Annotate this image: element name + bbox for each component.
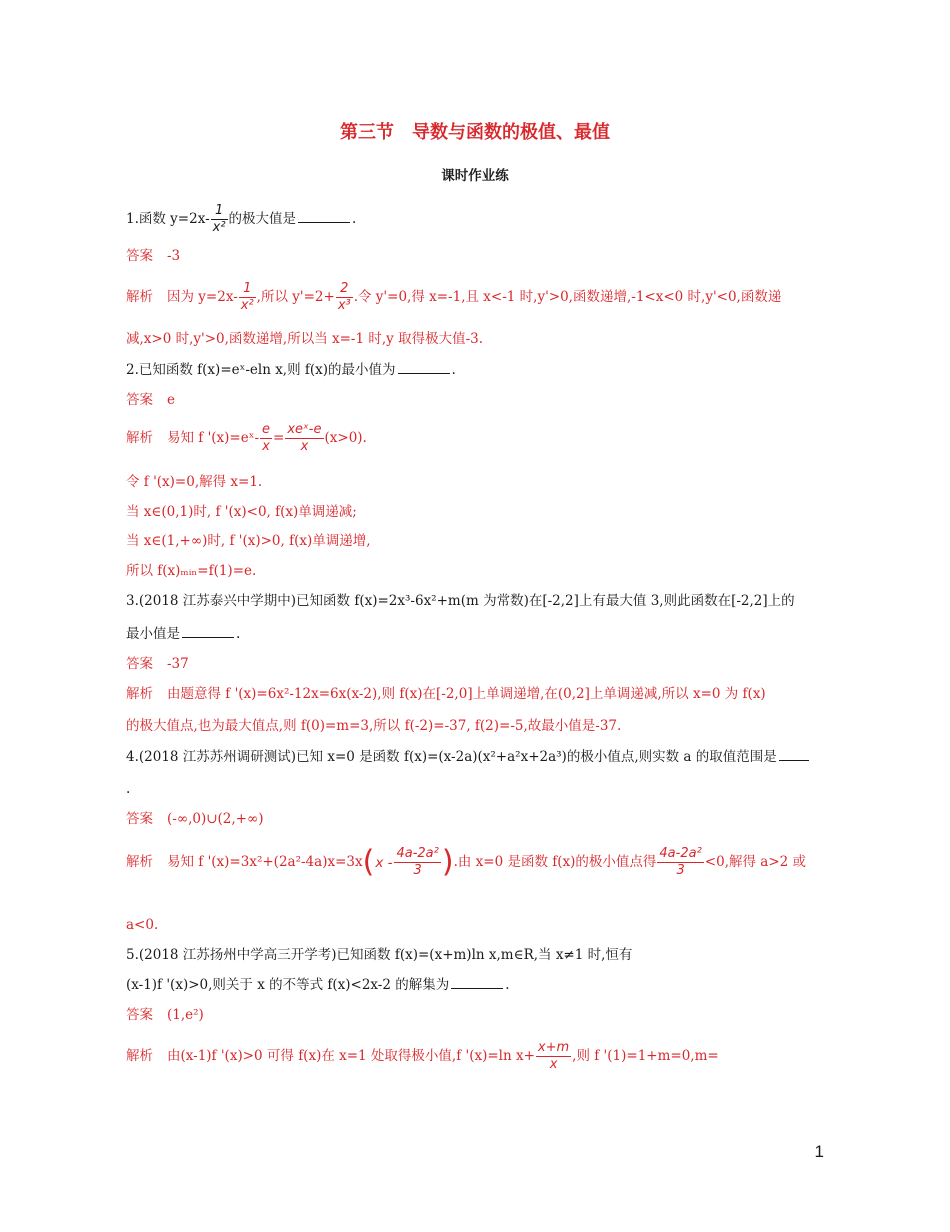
question-5-line-2: (x-1)f '(x)>0,则关于 x 的不等式 f(x)<2x-2 的解集为 . <box>126 977 510 993</box>
answer-blank <box>451 976 503 989</box>
solution-tag: 解析 <box>126 289 153 305</box>
answer-3: 答案 -37 <box>126 656 189 672</box>
fraction: $\frac{e}{x}$ <box>262 422 271 454</box>
fraction: $\frac{\text{4a-2a²}}{3}$ <box>659 846 702 878</box>
solution-4-line-1: 解析 易知 f '(x)=3x²+(2a²-4a)x=3x(x - $\frac{\text{4a-2a²}}{3}$ ).由 x=0 是函数 f(x)的极小值点得 $\frac{\text{4a-2a²}}{3}$ <0,解得 a>2 或 <box>126 844 807 880</box>
question-5-line-1: 5.(2018 江苏扬州中学高三开学考)已知函数 f(x)=(x+m)ln x,m∈R,当 x≠1 时,恒有 <box>126 947 633 963</box>
page-number: 1 <box>814 1142 824 1161</box>
solution-2-line-1: 解析 易知 f '(x)=eˣ- $\frac{e}{x}$ = $\frac{\text{xeˣ-e}}{x}$ (x>0). <box>126 422 367 454</box>
answer-4: 答案 (-∞,0)∪(2,+∞) <box>126 811 264 827</box>
answer-1 <box>126 247 180 265</box>
solution-3-line-1: 解析 由题意得 f '(x)=6x²-12x=6x(x-2),则 f(x)在[-2,0]上单调递增,在(0,2]上单调递减,所以 x=0 为 f(x) <box>126 686 766 702</box>
fraction: $\frac{x+m}{x}$ <box>537 1040 570 1072</box>
solution-2-line-5: 所以 f(x)ₘᵢₙ=f(1)=e. <box>126 563 257 579</box>
fraction: $\frac{1}{\text{x²}}$ <box>212 203 226 235</box>
solution-1-line-1: 解析 因为 y=2x- $\frac{1}{\text{x²}}$ ,所以 y'=2+ $\frac{2}{\text{x³}}$ .令 y'=0,得 x=-1,且 x<-1 时,y'>0,函数递增,-1<x<0 时,y'<0,函数递 <box>126 281 782 313</box>
answer-tag: 答案 <box>126 248 153 264</box>
solution-4-line-2: a<0. <box>126 917 159 933</box>
solution-5-line-1: 解析 由(x-1)f '(x)>0 可得 f(x)在 x=1 处取得极小值,f '(x)=ln x+ $\frac{x+m}{x}$ ,则 f '(1)=1+m=0,m= <box>126 1040 719 1072</box>
fraction: $\frac{\text{4a-2a²}}{3}$ <box>396 846 439 878</box>
question-1: 1.函数 y=2x- $\frac{1}{\text{x²}}$ 的极大值是 . <box>126 203 357 235</box>
question-3-line-1: 3.(2018 江苏泰兴中学期中)已知函数 f(x)=2x³-6x²+m(m 为常数)在[-2,2]上有最大值 3,则此函数在[-2,2]上的 <box>126 593 795 609</box>
question-3-line-2: 最小值是 . <box>126 626 241 642</box>
answer-2: 答案 e <box>126 392 175 408</box>
left-paren: ( <box>362 844 375 880</box>
section-subtitle: 课时作业练 <box>441 168 509 184</box>
solution-2-line-2: 令 f '(x)=0,解得 x=1. <box>126 474 263 490</box>
answer-blank <box>182 625 234 638</box>
fraction: $\frac{2}{\text{x³}}$ <box>337 281 351 313</box>
question-4-line-1: 4.(2018 江苏苏州调研测试)已知 x=0 是函数 f(x)=(x-2a)(x²+a²x+2a³)的极小值点,则实数 a 的取值范围是 <box>126 748 811 766</box>
answer-5: 答案 (1,e²) <box>126 1007 204 1023</box>
fraction: $\frac{\text{xeˣ-e}}{x}$ <box>287 422 322 454</box>
page-title: 第三节 导数与函数的极值、最值 <box>340 122 610 143</box>
solution-1-line-2: 减,x>0 时,y'>0,函数递增,所以当 x=-1 时,y 取得极大值-3. <box>126 331 484 347</box>
solution-3-line-2: 的极大值点,也为最大值点,则 f(0)=m=3,所以 f(-2)=-37, f(2)=-5,故最小值是-37. <box>126 718 622 734</box>
answer-blank <box>398 361 450 374</box>
answer-blank <box>298 210 350 223</box>
question-4-line-2: . <box>126 781 131 797</box>
solution-2-line-3: 当 x∈(0,1)时, f '(x)<0, f(x)单调递减; <box>126 504 357 520</box>
answer-value: -3 <box>167 248 181 264</box>
solution-2-line-4: 当 x∈(1,+∞)时, f '(x)>0, f(x)单调递增, <box>126 533 371 549</box>
question-1-stem: 1.函数 y=2x- <box>126 211 210 227</box>
fraction: $\frac{1}{\text{x²}}$ <box>240 281 254 313</box>
answer-blank <box>779 748 809 761</box>
right-paren: ) <box>441 844 454 880</box>
question-2: 2.已知函数 f(x)=eˣ-eln x,则 f(x)的最小值为 . <box>126 362 456 378</box>
